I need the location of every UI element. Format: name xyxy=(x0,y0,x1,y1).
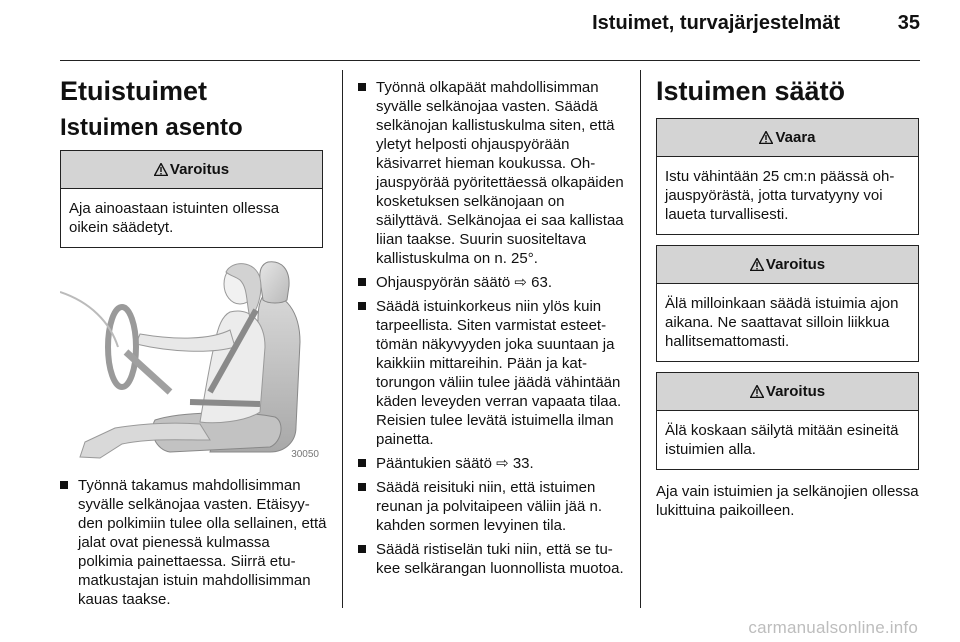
warning-label: Varoitus xyxy=(169,161,230,178)
section-title: Istuimen säätö xyxy=(656,76,846,106)
warning-box xyxy=(656,245,919,362)
warning-box xyxy=(60,150,323,248)
list-item-text: Työnnä olkapäät mahdollisimman syvälle selkänojaa vasten. Säädä selkänojan kallistuskulma siten, että yletyt helposti ohjauspyörään käsivarret hieman koukussa. Ohjauspyörää pyöritettäessä olkapäiden kosketuksen selkänojaan on säilyttävä. Selkänojaa ei saa kallistaa liian taakse. Suurin suositeltava kallistuskulma on n. 25°. xyxy=(376,79,624,267)
warning-box-header xyxy=(657,373,918,411)
warning-label: Varoitus xyxy=(765,383,826,400)
bullet-icon xyxy=(358,483,366,491)
bullet-icon xyxy=(358,302,366,310)
list-item xyxy=(358,78,626,268)
list-item-text: Säädä ristiselän tuki niin, että se tukee selkärangan luonnollista muotoa. xyxy=(376,541,624,577)
list-item xyxy=(358,540,626,578)
danger-box xyxy=(656,118,919,235)
page-number: 35 xyxy=(897,12,920,34)
left-column xyxy=(60,76,325,248)
warning-label: Varoitus xyxy=(765,256,826,273)
warning-text: Älä milloinkaan säädä istuimia ajon aikana. Ne saattavat silloin liikkua hallitsemattomasti. xyxy=(665,295,899,350)
warning-box-header xyxy=(61,151,322,189)
right-column xyxy=(656,76,920,520)
danger-box-header xyxy=(657,119,918,157)
bullet-icon xyxy=(358,83,366,91)
list-item xyxy=(358,273,626,292)
header-rule xyxy=(60,60,920,61)
warning-triangle-icon xyxy=(759,131,773,144)
danger-text: Istu vähintään 25 cm:n päässä ohjauspyörästä, jotta turvatyyny voi laueta turvallisesti. xyxy=(665,168,895,223)
danger-label: Vaara xyxy=(775,129,816,146)
section-title: Etuistuimet xyxy=(60,76,208,106)
section-subtitle: Istuimen asento xyxy=(60,114,243,141)
bullet-icon xyxy=(358,459,366,467)
warning-text: Aja ainoastaan istuinten ollessa oikein säädetyt. xyxy=(69,200,280,236)
driver-seat-figure xyxy=(60,252,325,464)
list-item xyxy=(358,297,626,449)
warning-triangle-icon xyxy=(154,163,168,176)
figure-label: 30050 xyxy=(291,449,319,460)
list-item xyxy=(358,454,626,473)
list-item xyxy=(358,478,626,535)
warning-text: Älä koskaan säilytä mitään esineitä istuimien alla. xyxy=(665,422,899,458)
bullet-icon xyxy=(60,481,68,489)
column-divider xyxy=(640,70,641,608)
running-header-title: Istuimet, turvajärjestelmät xyxy=(592,12,840,34)
list-item-text: Ohjauspyörän säätö ⇨ 63. xyxy=(376,274,553,291)
body-paragraph: Aja vain istuimien ja selkänojien ollessa lukittuina paikoilleen. xyxy=(656,483,919,519)
bullet-icon xyxy=(358,278,366,286)
warning-box xyxy=(656,372,919,470)
warning-triangle-icon xyxy=(750,258,764,271)
middle-bullet-list xyxy=(358,78,626,583)
list-item-text: Säädä reisituki niin, että istuimen reunan ja polvitaipeen väliin jää n. kahden sormen levyinen tila. xyxy=(376,479,602,534)
seat-position-illustration xyxy=(60,252,325,464)
left-bullet-list xyxy=(60,476,328,614)
watermark: carmanualsonline.info xyxy=(748,618,918,637)
list-item-text: Työnnä takamus mahdollisimman syvälle selkänojaa vasten. Etäisyyden polkimiin tulee olla sellainen, että jalat ovat pienessä kulmassa polkimia painettaessa. Siirrä etumatkustajan istuin mahdollisimman kauas taakse. xyxy=(78,477,327,608)
column-divider xyxy=(342,70,343,608)
warning-box-header xyxy=(657,246,918,284)
list-item-text: Säädä istuinkorkeus niin ylös kuin tarpeellista. Siten varmistat esteettömän näkyvyyden joka suuntaan ja kaikkiin mittareihin. Pään ja kattorungon väliin tulee jäädä vähintään käden leveyden verran vapaata tilaa. Reisien tulee levätä istuimella ilman painetta. xyxy=(376,298,622,448)
list-item xyxy=(60,476,328,609)
list-item-text: Pääntukien säätö ⇨ 33. xyxy=(376,455,534,472)
warning-triangle-icon xyxy=(750,385,764,398)
bullet-icon xyxy=(358,545,366,553)
